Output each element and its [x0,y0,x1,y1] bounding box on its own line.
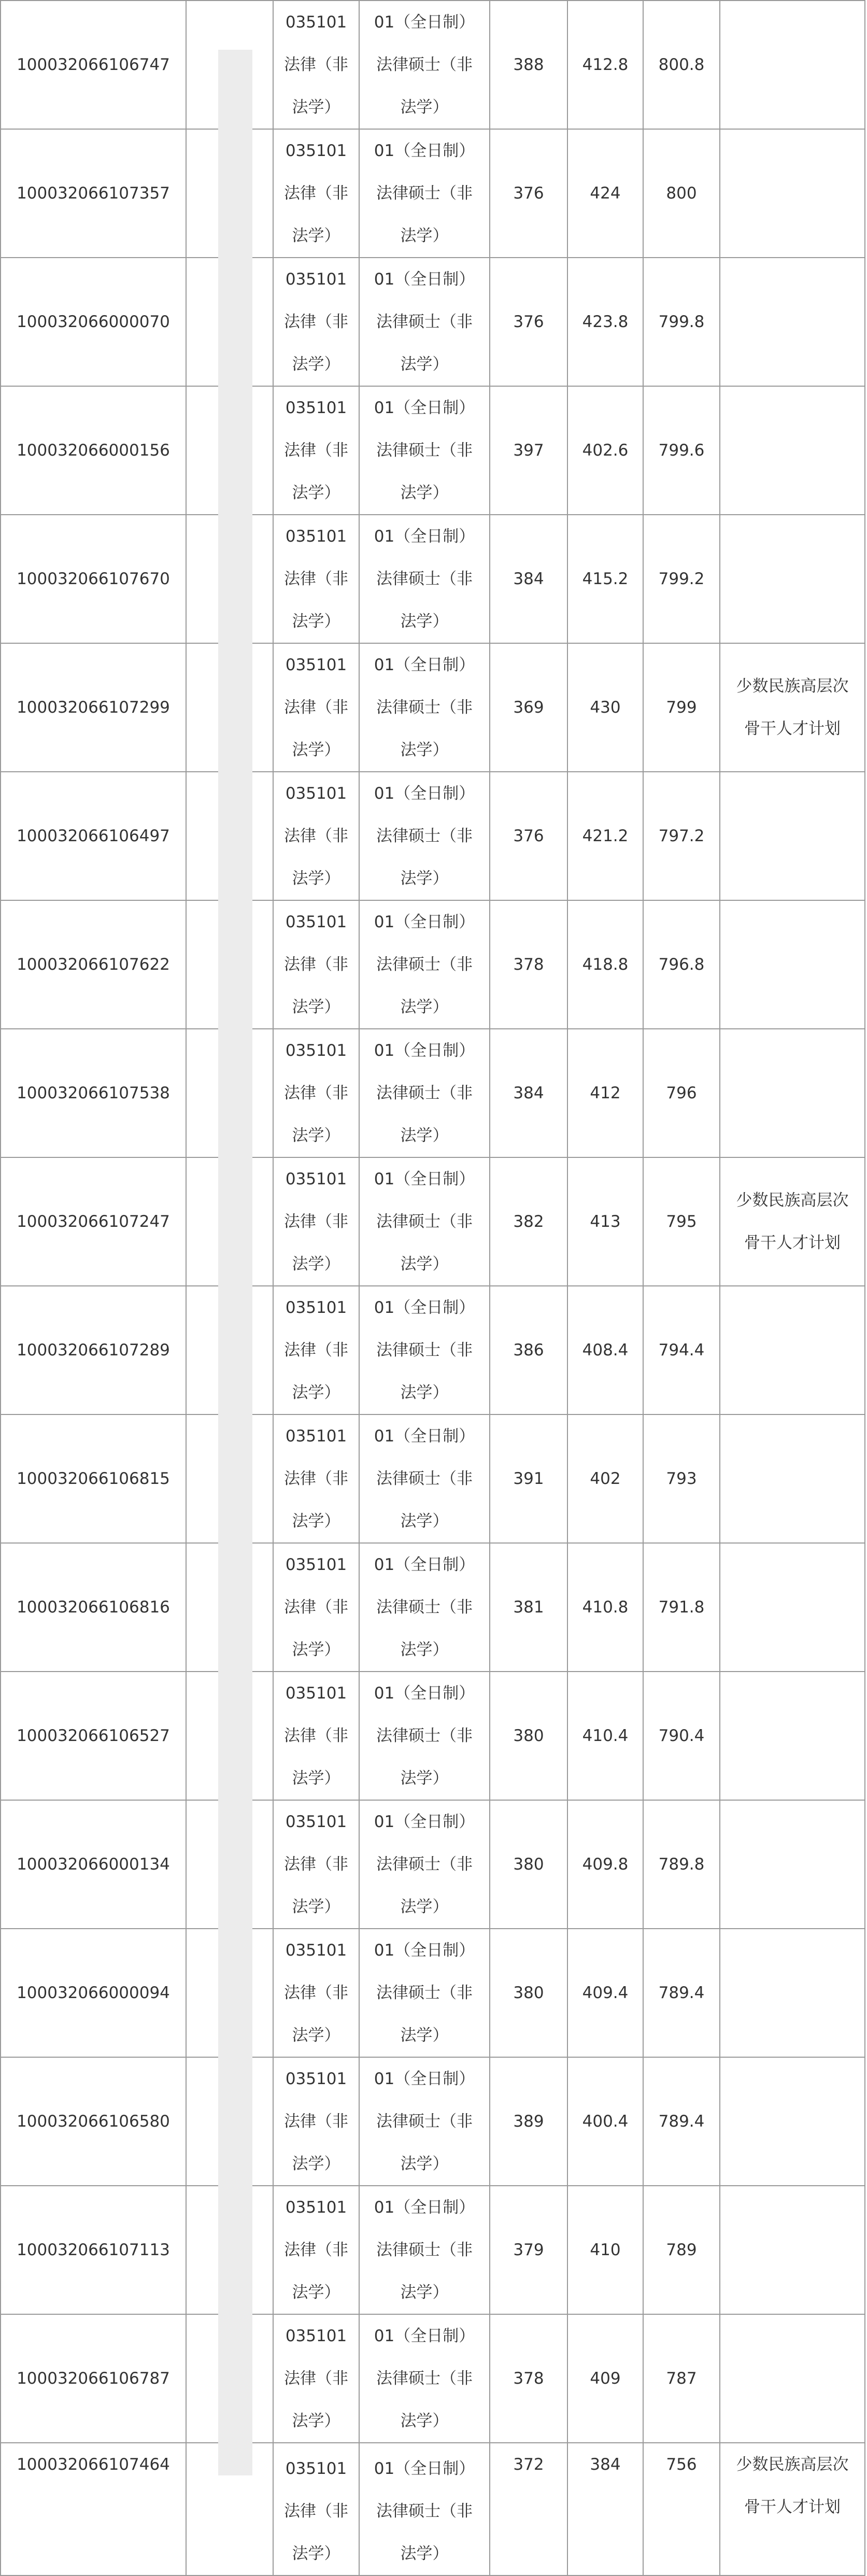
initial-score-cell: 380 [490,1672,567,1800]
major-cell [273,1929,359,2057]
study-mode-cell [359,1,490,129]
study-mode-line: 01（全日制） [374,1041,475,1060]
remark-line: 骨干人才计划 [744,2498,841,2516]
major-cell [273,643,359,772]
total-score-cell: 794.4 [643,1286,720,1414]
study-mode-line: 法律硕士（非 [376,1341,473,1360]
table-row [1,2314,865,2443]
study-mode-line: 法律硕士（非 [376,55,473,74]
initial-score-cell: 372 [490,2443,567,2575]
table-row [1,1543,865,1672]
major-name-line: 法律（非 [284,1598,348,1617]
remark-cell [720,2057,865,2186]
major-name-line: 法学） [292,2544,340,2563]
study-mode-line: 01（全日制） [374,1684,475,1703]
candidate-id-cell: 100032066106787 [1,2314,186,2443]
study-mode-cell [359,1929,490,2057]
name-redaction-bar [218,50,252,2475]
major-name-line: 法学） [292,1126,340,1145]
candidate-id-cell: 100032066000070 [1,258,186,386]
study-mode-line: 法学） [400,2026,449,2045]
major-name-line: 法律（非 [284,2502,348,2521]
study-mode-line: 01（全日制） [374,527,475,546]
study-mode-cell [359,2057,490,2186]
study-mode-line: 法学） [400,1512,449,1531]
major-code: 035101 [285,13,347,32]
study-mode-line: 01（全日制） [374,2070,475,2088]
study-mode-cell [359,900,490,1029]
total-score-cell: 799.8 [643,258,720,386]
candidate-id-cell: 100032066107538 [1,1029,186,1157]
candidate-id-cell: 100032066106816 [1,1543,186,1672]
major-name-line: 法学） [292,2026,340,2045]
remark-cell [720,386,865,515]
study-mode-cell [359,643,490,772]
major-name-line: 法律（非 [284,1726,348,1745]
study-mode-line: 法学） [400,869,449,888]
initial-score-cell: 386 [490,1286,567,1414]
study-mode-line: 法律硕士（非 [376,955,473,974]
major-name-line: 法律（非 [284,184,348,203]
study-mode-line: 法学） [400,355,449,374]
retest-score-cell: 415.2 [567,515,643,643]
retest-score-cell: 400.4 [567,2057,643,2186]
table-row [1,1029,865,1157]
study-mode-line: 法学） [400,2412,449,2430]
major-name-line: 法律（非 [284,2112,348,2131]
remark-cell [720,515,865,643]
table-row [1,1157,865,1286]
major-cell [273,2314,359,2443]
study-mode-line: 01（全日制） [374,270,475,289]
major-name-line: 法学） [292,869,340,888]
total-score-cell: 789.4 [643,1929,720,2057]
study-mode-line: 01（全日制） [374,1170,475,1188]
study-mode-line: 法律硕士（非 [376,1726,473,1745]
retest-score-cell: 430 [567,643,643,772]
major-cell [273,2443,359,2575]
study-mode-line: 法律硕士（非 [376,2369,473,2388]
study-mode-line: 法学） [400,998,449,1016]
major-name-line: 法学） [292,612,340,631]
study-mode-line: 法律硕士（非 [376,1984,473,2002]
major-name-line: 法律（非 [284,1084,348,1102]
major-name-line: 法律（非 [284,1341,348,1360]
major-cell [273,1414,359,1543]
major-name-line: 法学） [292,1512,340,1531]
initial-score-cell: 381 [490,1543,567,1672]
major-code: 035101 [285,141,347,160]
initial-score-cell: 379 [490,2186,567,2314]
study-mode-line: 法学） [400,227,449,245]
total-score-cell: 789.4 [643,2057,720,2186]
remark-line: 少数民族高层次 [736,1191,849,1210]
table-row [1,2057,865,2186]
table-row [1,772,865,900]
major-name-line: 法学） [292,1769,340,1788]
study-mode-line: 01（全日制） [374,141,475,160]
major-name-line: 法律（非 [284,1469,348,1488]
study-mode-line: 法律硕士（非 [376,570,473,588]
initial-score-cell: 376 [490,772,567,900]
study-mode-line: 01（全日制） [374,784,475,803]
major-cell [273,900,359,1029]
study-mode-line: 法学） [400,2155,449,2173]
study-mode-cell [359,2443,490,2575]
study-mode-line: 01（全日制） [374,656,475,674]
major-code: 035101 [285,1941,347,1960]
remark-cell [720,2186,865,2314]
initial-score-cell: 388 [490,1,567,129]
retest-score-cell: 418.8 [567,900,643,1029]
major-name-line: 法律（非 [284,698,348,717]
remark-cell [720,1157,865,1286]
major-cell [273,2186,359,2314]
study-mode-line: 01（全日制） [374,2459,475,2478]
major-name-line: 法学） [292,355,340,374]
study-mode-cell [359,772,490,900]
total-score-cell: 796.8 [643,900,720,1029]
study-mode-line: 法学） [400,98,449,117]
major-name-line: 法律（非 [284,55,348,74]
major-name-line: 法学） [292,1640,340,1659]
study-mode-line: 法律硕士（非 [376,313,473,331]
study-mode-line: 法学） [400,2544,449,2563]
study-mode-cell [359,2186,490,2314]
major-name-line: 法学） [292,98,340,117]
major-name-line: 法学） [292,1898,340,1916]
major-code: 035101 [285,656,347,674]
major-code: 035101 [285,1170,347,1188]
study-mode-line: 法律硕士（非 [376,184,473,203]
major-name-line: 法学） [292,2283,340,2302]
major-code: 035101 [285,1427,347,1446]
table-row [1,1929,865,2057]
total-score-cell: 800.8 [643,1,720,129]
remark-cell [720,1286,865,1414]
candidate-id-cell: 100032066107670 [1,515,186,643]
table-row [1,643,865,772]
study-mode-line: 法学） [400,484,449,502]
remark-cell [720,129,865,258]
remark-cell [720,900,865,1029]
major-cell [273,1543,359,1672]
study-mode-cell [359,1414,490,1543]
total-score-cell: 799.6 [643,386,720,515]
candidate-id-cell: 100032066106580 [1,2057,186,2186]
candidate-id-cell: 100032066107113 [1,2186,186,2314]
table-row [1,1800,865,1929]
major-name-line: 法律（非 [284,313,348,331]
major-cell [273,258,359,386]
major-name-line: 法律（非 [284,570,348,588]
initial-score-cell: 382 [490,1157,567,1286]
remark-cell [720,258,865,386]
study-mode-line: 法律硕士（非 [376,1855,473,1874]
candidate-id-cell: 100032066000134 [1,1800,186,1929]
total-score-cell: 790.4 [643,1672,720,1800]
study-mode-cell [359,129,490,258]
table-row [1,2186,865,2314]
remark-line: 少数民族高层次 [736,677,849,696]
study-mode-line: 01（全日制） [374,913,475,931]
remark-cell [720,1414,865,1543]
initial-score-cell: 389 [490,2057,567,2186]
retest-score-cell: 424 [567,129,643,258]
major-cell [273,1672,359,1800]
major-cell [273,1800,359,1929]
major-code: 035101 [285,784,347,803]
major-code: 035101 [285,1041,347,1060]
major-code: 035101 [285,1555,347,1574]
initial-score-cell: 391 [490,1414,567,1543]
major-code: 035101 [285,2070,347,2088]
total-score-cell: 797.2 [643,772,720,900]
major-cell [273,515,359,643]
major-name-line: 法学） [292,741,340,759]
table-row [1,2443,865,2575]
remark-line: 少数民族高层次 [736,2455,849,2474]
retest-score-cell: 410.4 [567,1672,643,1800]
total-score-cell: 793 [643,1414,720,1543]
study-mode-cell [359,1157,490,1286]
retest-score-cell: 409 [567,2314,643,2443]
study-mode-line: 法学） [400,1640,449,1659]
study-mode-cell [359,1800,490,1929]
major-code: 035101 [285,2459,347,2478]
study-mode-line: 01（全日制） [374,13,475,32]
study-mode-cell [359,2314,490,2443]
study-mode-cell [359,1672,490,1800]
retest-score-cell: 408.4 [567,1286,643,1414]
study-mode-line: 法学） [400,1898,449,1916]
candidate-id-cell: 100032066106815 [1,1414,186,1543]
initial-score-cell: 384 [490,1029,567,1157]
retest-score-cell: 410.8 [567,1543,643,1672]
total-score-cell: 791.8 [643,1543,720,1672]
study-mode-line: 01（全日制） [374,2198,475,2217]
table-row [1,1414,865,1543]
retest-score-cell: 402.6 [567,386,643,515]
remark-cell [720,2314,865,2443]
study-mode-cell [359,1029,490,1157]
major-code: 035101 [285,1813,347,1831]
initial-score-cell: 380 [490,1800,567,1929]
retest-score-cell: 413 [567,1157,643,1286]
retest-score-cell: 384 [567,2443,643,2575]
study-mode-line: 法律硕士（非 [376,441,473,460]
retest-score-cell: 421.2 [567,772,643,900]
total-score-cell: 789 [643,2186,720,2314]
retest-score-cell: 409.8 [567,1800,643,1929]
candidate-id-cell: 100032066106497 [1,772,186,900]
retest-score-cell: 402 [567,1414,643,1543]
remark-cell [720,772,865,900]
total-score-cell: 756 [643,2443,720,2575]
study-mode-cell [359,1286,490,1414]
study-mode-cell [359,386,490,515]
study-mode-line: 01（全日制） [374,1813,475,1831]
study-mode-line: 法学） [400,1126,449,1145]
major-name-line: 法学） [292,998,340,1016]
remark-cell [720,1800,865,1929]
table-body [1,1,865,2575]
table-row [1,515,865,643]
study-mode-line: 法学） [400,2283,449,2302]
major-name-line: 法律（非 [284,2241,348,2259]
study-mode-line: 法律硕士（非 [376,2502,473,2521]
table-row [1,900,865,1029]
study-mode-line: 01（全日制） [374,399,475,417]
initial-score-cell: 376 [490,258,567,386]
major-code: 035101 [285,399,347,417]
study-mode-line: 01（全日制） [374,1555,475,1574]
study-mode-line: 法律硕士（非 [376,827,473,845]
study-mode-cell [359,515,490,643]
candidate-id-cell: 100032066107357 [1,129,186,258]
study-mode-line: 法学） [400,741,449,759]
total-score-cell: 799 [643,643,720,772]
remark-cell [720,1672,865,1800]
candidate-id-cell: 100032066107464 [1,2443,186,2575]
initial-score-cell: 380 [490,1929,567,2057]
table-row [1,1672,865,1800]
major-name-line: 法律（非 [284,827,348,845]
major-name-line: 法律（非 [284,1855,348,1874]
study-mode-line: 法学） [400,1769,449,1788]
study-mode-line: 01（全日制） [374,1427,475,1446]
study-mode-line: 法学） [400,1255,449,1273]
study-mode-line: 01（全日制） [374,1298,475,1317]
table-row [1,1286,865,1414]
study-mode-line: 法律硕士（非 [376,698,473,717]
remark-line: 骨干人才计划 [744,719,841,738]
major-cell [273,1029,359,1157]
major-code: 035101 [285,2198,347,2217]
retest-score-cell: 423.8 [567,258,643,386]
table-row [1,129,865,258]
major-cell [273,1157,359,1286]
candidate-id-cell: 100032066107289 [1,1286,186,1414]
total-score-cell: 787 [643,2314,720,2443]
major-code: 035101 [285,270,347,289]
remark-cell [720,1929,865,2057]
study-mode-line: 法律硕士（非 [376,1084,473,1102]
remark-cell [720,2443,865,2575]
major-name-line: 法学） [292,484,340,502]
study-mode-cell [359,1543,490,1672]
candidate-id-cell: 100032066106747 [1,1,186,129]
retest-score-cell: 409.4 [567,1929,643,2057]
candidate-id-cell: 100032066107622 [1,900,186,1029]
major-cell [273,1,359,129]
table-row [1,1,865,129]
study-mode-line: 法律硕士（非 [376,1212,473,1231]
major-code: 035101 [285,1684,347,1703]
major-name-line: 法学） [292,2412,340,2430]
major-cell [273,129,359,258]
major-name-line: 法律（非 [284,2369,348,2388]
major-cell [273,772,359,900]
candidate-id-cell: 100032066000094 [1,1929,186,2057]
study-mode-line: 法学） [400,1383,449,1402]
total-score-cell: 795 [643,1157,720,1286]
candidate-id-cell: 100032066000156 [1,386,186,515]
major-code: 035101 [285,527,347,546]
major-name-line: 法律（非 [284,1984,348,2002]
study-mode-line: 法律硕士（非 [376,1598,473,1617]
total-score-cell: 789.8 [643,1800,720,1929]
candidate-id-cell: 100032066107247 [1,1157,186,1286]
major-name-line: 法律（非 [284,955,348,974]
table-row [1,258,865,386]
remark-cell [720,1,865,129]
study-mode-line: 法学） [400,612,449,631]
remark-cell [720,1543,865,1672]
study-mode-line: 01（全日制） [374,1941,475,1960]
initial-score-cell: 369 [490,643,567,772]
initial-score-cell: 378 [490,2314,567,2443]
initial-score-cell: 397 [490,386,567,515]
candidate-id-cell: 100032066107299 [1,643,186,772]
study-mode-cell [359,258,490,386]
remark-cell [720,1029,865,1157]
major-name-line: 法学） [292,1383,340,1402]
major-name-line: 法律（非 [284,441,348,460]
major-name-line: 法学） [292,1255,340,1273]
candidate-id-cell: 100032066106527 [1,1672,186,1800]
major-name-line: 法学） [292,227,340,245]
remark-line: 骨干人才计划 [744,1234,841,1252]
major-code: 035101 [285,1298,347,1317]
study-mode-line: 法律硕士（非 [376,2241,473,2259]
major-cell [273,1286,359,1414]
major-code: 035101 [285,913,347,931]
major-code: 035101 [285,2327,347,2345]
study-mode-line: 01（全日制） [374,2327,475,2345]
retest-score-cell: 410 [567,2186,643,2314]
total-score-cell: 799.2 [643,515,720,643]
major-name-line: 法学） [292,2155,340,2173]
initial-score-cell: 384 [490,515,567,643]
study-mode-line: 法律硕士（非 [376,2112,473,2131]
initial-score-cell: 376 [490,129,567,258]
retest-score-cell: 412 [567,1029,643,1157]
major-name-line: 法律（非 [284,1212,348,1231]
remark-cell [720,643,865,772]
study-mode-line: 法律硕士（非 [376,1469,473,1488]
major-cell [273,386,359,515]
major-cell [273,2057,359,2186]
total-score-cell: 796 [643,1029,720,1157]
retest-score-cell: 412.8 [567,1,643,129]
total-score-cell: 800 [643,129,720,258]
table-row [1,386,865,515]
initial-score-cell: 378 [490,900,567,1029]
